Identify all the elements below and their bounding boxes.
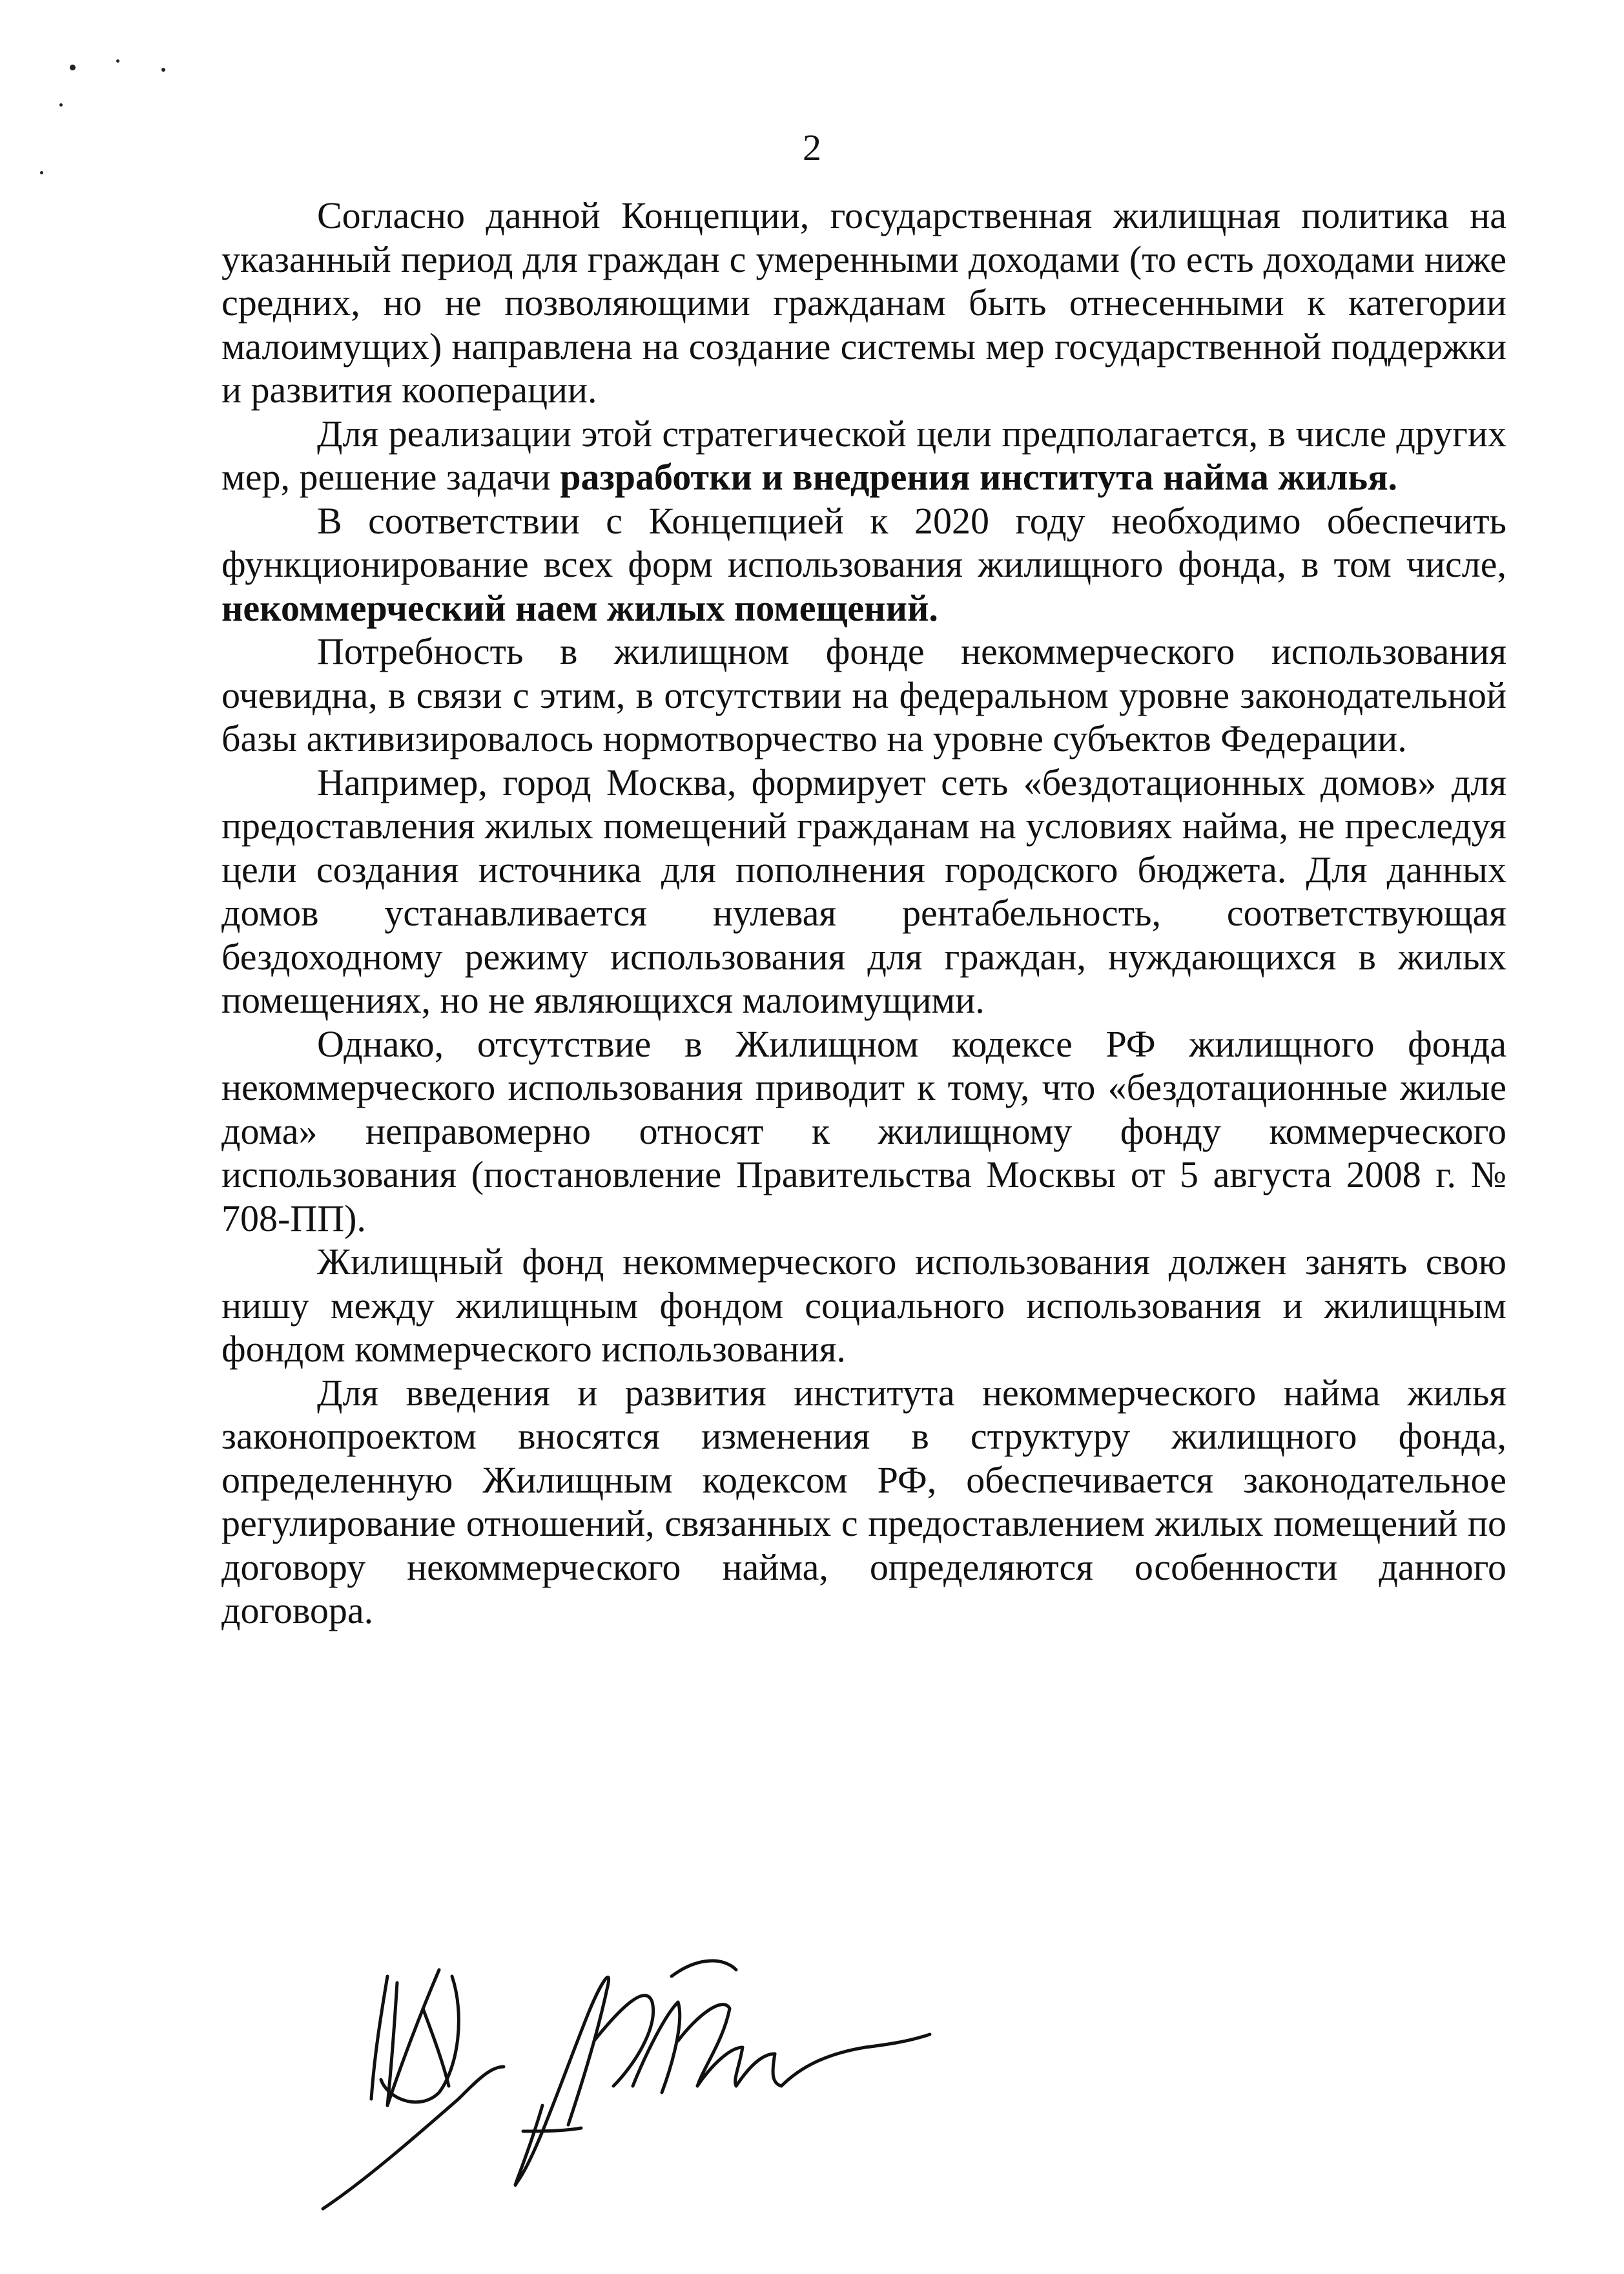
scan-speck xyxy=(161,68,165,72)
paragraph xyxy=(221,761,1506,1022)
paragraph-text: В соответствии с Концепцией к 2020 году необходимо обеспечить функционирование всех форм использования жилищного фонда, в том числе, xyxy=(221,499,1506,585)
paragraph xyxy=(221,499,1506,630)
paragraph-text: Жилищный фонд некоммерческого использования должен занять свою нишу между жилищным фондом социального использования и жилищным фондом коммерческого использования. xyxy=(221,1241,1506,1370)
bold-text: некоммерческий наем жилых помещений. xyxy=(221,586,938,629)
paragraph-text: Потребность в жилищном фонде некоммерческого использования очевидна, в связи с этим, в отсутствии на федеральном уровне законодательной базы активизировалось нормотворчество на уровне субъектов Федерации. xyxy=(221,630,1506,760)
paragraph-text: Для реализации этой стратегической цели предполагается, в числе других мер, решение задачи xyxy=(221,412,1506,498)
scan-speck xyxy=(40,171,43,174)
document-body xyxy=(221,194,1506,1633)
page-number: 2 xyxy=(803,127,821,169)
handwritten-signature xyxy=(310,1938,943,2222)
paragraph-text: Согласно данной Концепции, государственная жилищная политика на указанный период для граждан с умеренными доходами (то есть доходами ниже средних, но не позволяющими гражданам быть отнесенными к категории малоимущих) направлена на создание системы мер государственной поддержки и развития кооперации. xyxy=(221,194,1506,411)
scan-speck xyxy=(116,59,119,63)
paragraph-text: Однако, отсутствие в Жилищном кодексе РФ жилищного фонда некоммерческого использования приводит к тому, что «бездотационные жилые дома» неправомерно относят к жилищному фонду коммерческого использования (постановление Правительства Москвы от 5 августа 2008 г. № 708-ПП). xyxy=(221,1022,1506,1239)
paragraph xyxy=(221,1022,1506,1241)
paragraph-text: Например, город Москва, формирует сеть «бездотационных домов» для предоставления жилых помещений гражданам на условиях найма, не преследуя цели создания источника для пополнения городского бюджета. Для данных домов устанавливается нулевая рентабельность, соответствующая бездоходному режиму использования для граждан, нуждающихся в жилых помещениях, но не являющихся малоимущими. xyxy=(221,761,1506,1021)
paragraph xyxy=(221,630,1506,761)
paragraph xyxy=(221,194,1506,412)
scan-speck xyxy=(70,65,76,70)
paragraph xyxy=(221,1371,1506,1633)
paragraph xyxy=(221,412,1506,499)
paragraph-text: Для введения и развития института некоммерческого найма жилья законопроектом вносятся изменения в структуру жилищного фонда, определенную Жилищным кодексом РФ, обеспечивается законодательное регулирование отношений, связанных с предоставлением жилых помещений по договору некоммерческого найма, определяются особенности данного договора. xyxy=(221,1371,1506,1631)
paragraph xyxy=(221,1240,1506,1371)
scan-speck xyxy=(59,103,63,107)
bold-text: разработки и внедрения института найма жилья. xyxy=(560,456,1397,498)
